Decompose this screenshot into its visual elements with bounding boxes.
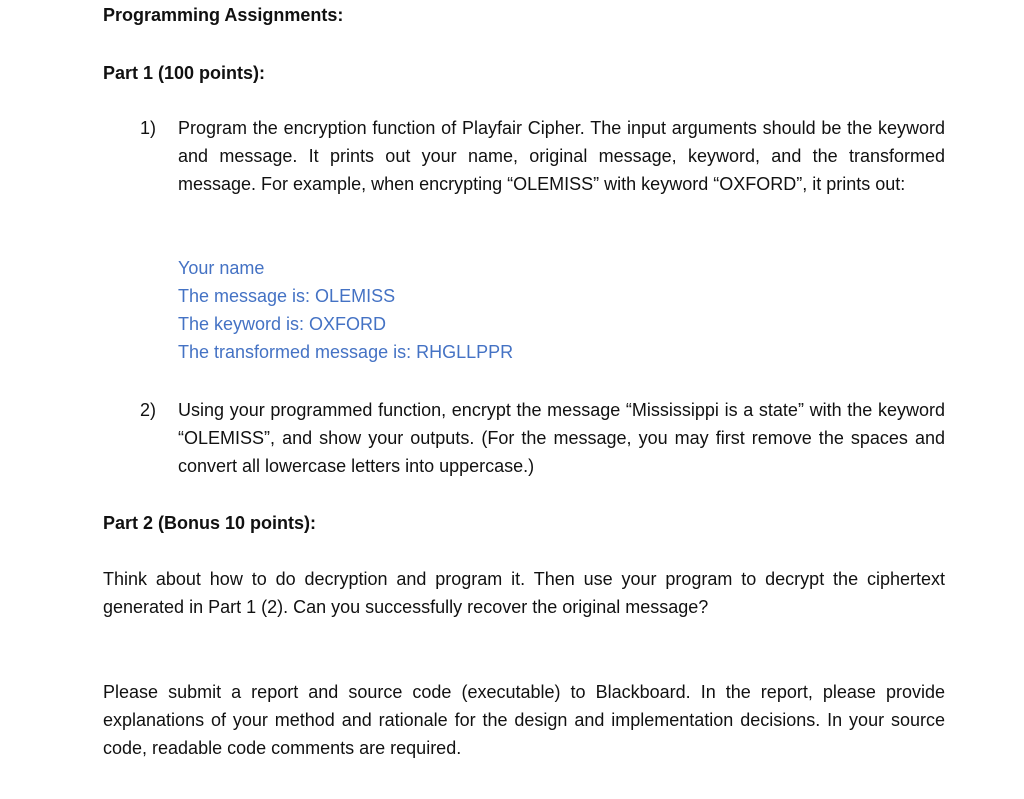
item-text: Program the encryption function of Playfair Cipher. The input arguments should be the keyword and message. It prints out your name, original message, keyword, and the transformed message. For example, when encrypting “OLEMISS” with keyword “OXFORD”, it prints out:	[178, 118, 945, 194]
part2-heading: Part 2 (Bonus 10 points):	[103, 513, 317, 533]
part2-text: Think about how to do decryption and program it. Then use your program to decrypt the ciphertext generated in Part 1 (2). Can you successfully recover the original message?	[103, 569, 945, 617]
item-number: 1)	[140, 118, 157, 138]
example-line-name: Your name	[178, 258, 265, 278]
part1-heading: Part 1 (100 points):	[103, 63, 266, 83]
example-line-transformed: The transformed message is: RHGLLPPR	[178, 342, 514, 362]
part1-item-2	[140, 396, 945, 480]
document-title: Programming Assignments:	[103, 5, 344, 25]
example-line-keyword: The keyword is: OXFORD	[178, 314, 387, 334]
example-line-message: The message is: OLEMISS	[178, 286, 396, 306]
item-number: 2)	[140, 400, 157, 420]
part1-item-1	[140, 114, 945, 198]
example-output	[178, 254, 513, 366]
item-text: Using your programmed function, encrypt the message “Mississippi is a state” with the keyword “OLEMISS”, and show your outputs. (For the message, you may first remove the spaces and convert all lowercase letters into uppercase.)	[178, 400, 945, 476]
submission-text: Please submit a report and source code (executable) to Blackboard. In the report, please provide explanations of your method and rationale for the design and implementation decisions. In your source code, readable code comments are required.	[103, 682, 945, 758]
